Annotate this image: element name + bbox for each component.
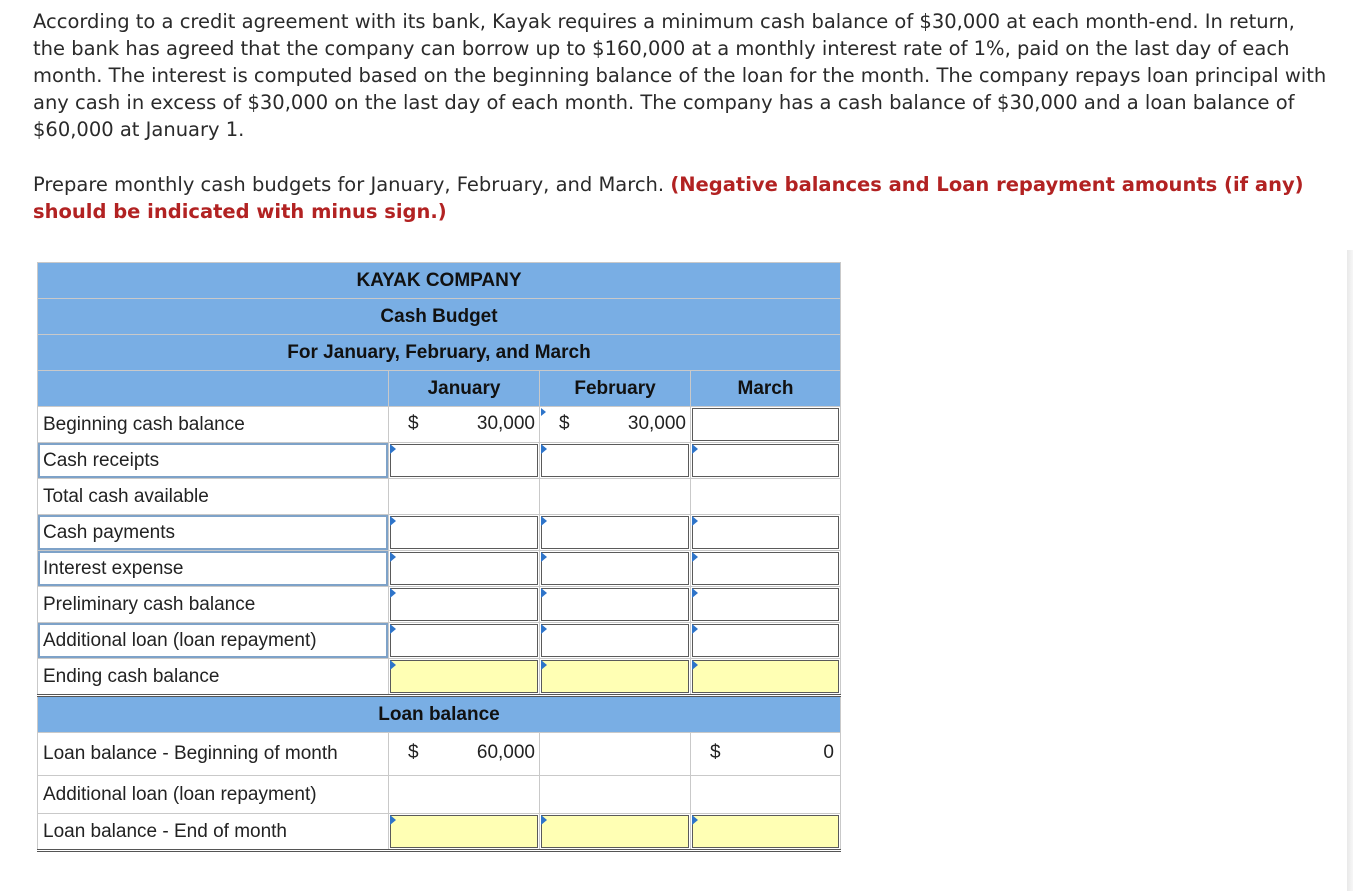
preliminary-march[interactable] — [691, 587, 841, 623]
beginning-cash-january-value: 30,000 — [476, 413, 535, 434]
cash-receipts-february[interactable] — [540, 443, 691, 479]
additional-loan-january-input[interactable] — [390, 624, 538, 657]
ending-cash-january-input[interactable] — [390, 660, 538, 693]
loan-end-march[interactable] — [691, 814, 841, 851]
company-name: KAYAK COMPANY — [38, 263, 841, 299]
input-flag-icon — [541, 516, 547, 526]
total-cash-january — [389, 479, 540, 515]
input-flag-icon — [692, 588, 698, 598]
input-flag-icon — [390, 516, 396, 526]
budget-period: For January, February, and March — [38, 335, 841, 371]
budget-title: Cash Budget — [38, 299, 841, 335]
row-label-interest-expense[interactable]: Interest expense — [38, 551, 389, 587]
beginning-cash-february-value: 30,000 — [627, 413, 686, 434]
row-label-total-cash: Total cash available — [38, 479, 389, 515]
input-flag-icon — [390, 444, 396, 454]
input-flag-icon — [692, 516, 698, 526]
ending-cash-february-input[interactable] — [541, 660, 689, 693]
cash-payments-january-input[interactable] — [390, 516, 538, 549]
input-flag-icon — [541, 815, 547, 825]
input-flag-icon — [541, 660, 547, 670]
currency-symbol: $ — [559, 413, 570, 434]
beginning-cash-march-input[interactable] — [692, 408, 839, 441]
input-flag-icon — [541, 588, 547, 598]
loan-end-january[interactable] — [389, 814, 540, 851]
row-label-loan-end: Loan balance - End of month — [38, 814, 389, 851]
input-flag-icon — [541, 408, 546, 416]
cash-receipts-february-input[interactable] — [541, 444, 689, 477]
additional-loan-january[interactable] — [389, 623, 540, 659]
cash-payments-february[interactable] — [540, 515, 691, 551]
row-label-cash-receipts[interactable]: Cash receipts — [38, 443, 389, 479]
row-label-beginning-cash: Beginning cash balance — [38, 407, 389, 443]
cash-payments-february-input[interactable] — [541, 516, 689, 549]
cash-payments-january[interactable] — [389, 515, 540, 551]
page-edge-shadow — [1347, 250, 1353, 891]
beginning-cash-february — [540, 407, 691, 443]
loan-beginning-march-value: 0 — [823, 742, 834, 763]
input-flag-icon — [692, 660, 698, 670]
currency-symbol: $ — [408, 742, 419, 763]
loan-end-january-input[interactable] — [390, 815, 538, 848]
cash-payments-march[interactable] — [691, 515, 841, 551]
currency-symbol: $ — [710, 742, 721, 763]
interest-february-input[interactable] — [541, 552, 689, 585]
loan-end-february[interactable] — [540, 814, 691, 851]
loan-beginning-february — [540, 733, 691, 776]
month-header-february: February — [540, 371, 691, 407]
preliminary-january-input[interactable] — [390, 588, 538, 621]
additional-loan-february-input[interactable] — [541, 624, 689, 657]
cash-receipts-march[interactable] — [691, 443, 841, 479]
loan-additional-february — [540, 776, 691, 814]
row-label-preliminary-cash: Preliminary cash balance — [38, 587, 389, 623]
row-label-ending-cash: Ending cash balance — [38, 659, 389, 696]
row-label-loan-beginning: Loan balance - Beginning of month — [38, 733, 389, 776]
input-flag-icon — [541, 444, 547, 454]
row-label-additional-loan[interactable]: Additional loan (loan repayment) — [38, 623, 389, 659]
instruction-emphasis: (Negative balances and Loan repayment amounts (if any) should be indicated with minus sign.) — [33, 173, 1304, 223]
additional-loan-february[interactable] — [540, 623, 691, 659]
loan-beginning-march — [691, 733, 841, 776]
loan-additional-january — [389, 776, 540, 814]
cash-receipts-march-input[interactable] — [692, 444, 839, 477]
total-cash-march — [691, 479, 841, 515]
preliminary-february-input[interactable] — [541, 588, 689, 621]
input-flag-icon — [541, 624, 547, 634]
preliminary-january[interactable] — [389, 587, 540, 623]
month-header-january: January — [389, 371, 540, 407]
input-flag-icon — [390, 588, 396, 598]
loan-additional-march — [691, 776, 841, 814]
input-flag-icon — [390, 660, 396, 670]
problem-text: According to a credit agreement with its bank, Kayak requires a minimum cash balance of $30,000 at each month-end. In return, the bank has agreed that the company can borrow up to $160,000 at a monthly interest rate of 1%, paid on the last day of each month. The interest is computed based on the beginning balance of the loan for the month. The company repays loan principal with any cash in excess of $30,000 on the last day of each month. The company has a cash balance of $30,000 and a loan balance of $60,000 at January 1. — [33, 10, 1327, 141]
input-flag-icon — [390, 815, 396, 825]
cash-receipts-january-input[interactable] — [390, 444, 538, 477]
row-label-loan-additional: Additional loan (loan repayment) — [38, 776, 389, 814]
ending-cash-february[interactable] — [540, 659, 691, 696]
interest-february[interactable] — [540, 551, 691, 587]
input-flag-icon — [692, 815, 698, 825]
interest-january[interactable] — [389, 551, 540, 587]
additional-loan-march-input[interactable] — [692, 624, 839, 657]
total-cash-february — [540, 479, 691, 515]
loan-beginning-january — [389, 733, 540, 776]
input-flag-icon — [692, 444, 698, 454]
loan-beginning-january-value: 60,000 — [476, 742, 535, 763]
loan-end-february-input[interactable] — [541, 815, 689, 848]
input-flag-icon — [541, 552, 547, 562]
instruction-text — [33, 171, 1343, 225]
blank-header — [38, 371, 389, 407]
additional-loan-march[interactable] — [691, 623, 841, 659]
loan-balance-header: Loan balance — [38, 696, 841, 733]
ending-cash-march[interactable] — [691, 659, 841, 696]
month-header-march: March — [691, 371, 841, 407]
row-label-cash-payments[interactable]: Cash payments — [38, 515, 389, 551]
loan-end-march-input[interactable] — [692, 815, 839, 848]
preliminary-february[interactable] — [540, 587, 691, 623]
cash-payments-march-input[interactable] — [692, 516, 839, 549]
cash-receipts-january[interactable] — [389, 443, 540, 479]
ending-cash-march-input[interactable] — [692, 660, 839, 693]
interest-march-input[interactable] — [692, 552, 839, 585]
input-flag-icon — [390, 624, 396, 634]
cash-budget-table — [37, 262, 841, 852]
instruction-main: Prepare monthly cash budgets for January, February, and March. — [33, 173, 665, 196]
beginning-cash-march[interactable] — [691, 407, 841, 443]
ending-cash-january[interactable] — [389, 659, 540, 696]
interest-march[interactable] — [691, 551, 841, 587]
input-flag-icon — [692, 552, 698, 562]
beginning-cash-january — [389, 407, 540, 443]
input-flag-icon — [692, 624, 698, 634]
preliminary-march-input[interactable] — [692, 588, 839, 621]
input-flag-icon — [390, 552, 396, 562]
currency-symbol: $ — [408, 413, 419, 434]
interest-january-input[interactable] — [390, 552, 538, 585]
